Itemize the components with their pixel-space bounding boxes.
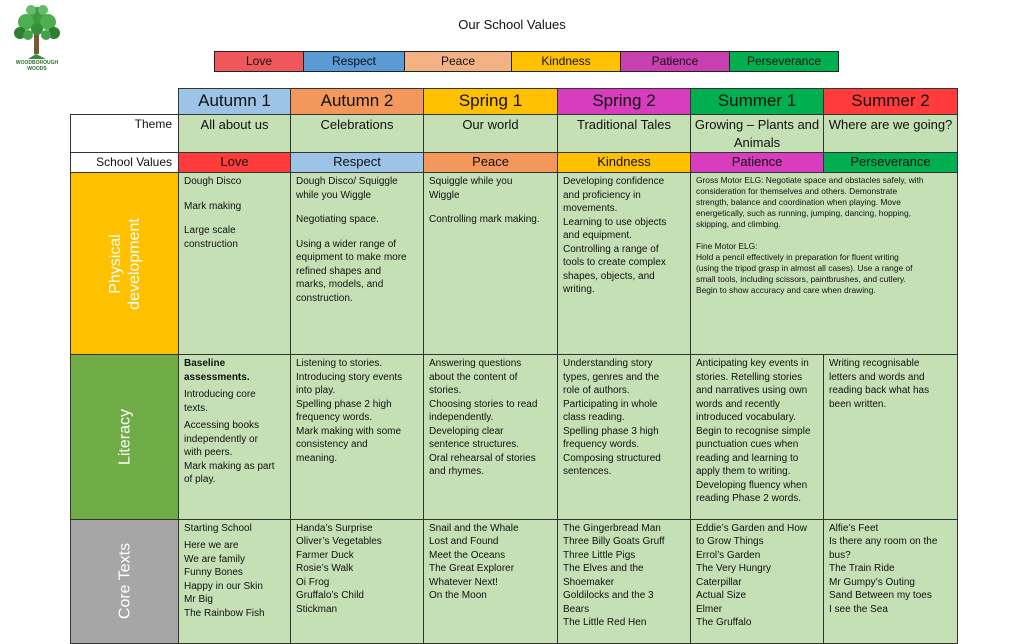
text-block: Handa’s Surprise Oliver’s Vegetables Farmer Duck Rosie’s Walk Oi Frog Gruffalo’s Child Stickman — [296, 522, 382, 615]
text-block: Here we are We are family Funny Bones Happy in our Skin Mr Big The Rainbow Fish — [184, 540, 265, 619]
text-block: Fine Motor ELG: Hold a pencil effectively in preparation for fluent writing (using the tripod grasp in almost all cases). Use a range of small tools, including scissors, paintbrushes, and cutlery. Begin to show accuracy and care when drawing. — [696, 241, 913, 295]
literacy-autumn-2 — [291, 355, 424, 520]
text-block: Answering questions about the content of stories. Choosing stories to read independently. Developing clear sentence structures. Oral rehearsal of stories and rhymes. — [429, 358, 538, 477]
term-summer-2: Summer 2 — [824, 89, 958, 115]
physical-label-cell — [71, 173, 179, 355]
term-autumn-1: Autumn 1 — [179, 89, 291, 115]
school-logo — [6, 2, 68, 76]
text-block: Developing confidence and proficiency in movements. Learning to use objects and equipment. Controlling a range of tools to create complex shapes, objects, and writing. — [563, 176, 667, 295]
physical-summer — [691, 173, 958, 355]
literacy-summer-1 — [691, 355, 824, 520]
text-block: Large scale construction — [184, 225, 238, 250]
term-autumn-2: Autumn 2 — [291, 89, 424, 115]
text-block: Introducing core texts. — [184, 389, 256, 414]
core-texts-label: Core Texts — [116, 542, 133, 620]
text-block: Writing recognisable letters and words and reading back what has been written. — [829, 358, 930, 410]
text-block: Controlling mark making. — [429, 214, 540, 225]
core-texts-row — [71, 519, 958, 643]
literacy-autumn-1 — [179, 355, 291, 520]
theme-label: Theme — [71, 115, 179, 153]
text-block: Squiggle while you Wiggle — [429, 176, 513, 201]
text-block: Negotiating space. — [296, 214, 379, 225]
theme-cell: All about us — [179, 115, 291, 153]
theme-cell: Growing – Plants and Animals — [691, 115, 824, 153]
core-texts-label-cell — [71, 519, 179, 643]
core-texts-spring-1 — [424, 519, 558, 643]
school-value-cell: Respect — [291, 153, 424, 173]
school-value-cell: Peace — [424, 153, 558, 173]
literacy-spring-1 — [424, 355, 558, 520]
literacy-summer-2 — [824, 355, 958, 520]
literacy-label-cell — [71, 355, 179, 520]
school-values-label: School Values — [71, 153, 179, 173]
value-perseverance — [730, 52, 838, 71]
text-block: Alfie’s Feet Is there any room on the bus? The Train Ride Mr Gumpy’s Outing Sand Between my toes I see the Sea — [829, 522, 938, 615]
school-value-cell: Perseverance — [824, 153, 958, 173]
value-label: Peace — [440, 54, 476, 68]
text-block: Snail and the Whale Lost and Found Meet the Oceans The Great Explorer Whatever Next! On the Moon — [429, 522, 519, 601]
text-block: Mark making — [184, 200, 242, 212]
core-texts-spring-2 — [558, 519, 691, 643]
text-block: The Gingerbread Man Three Billy Goats Gruff Three Little Pigs The Elves and the Shoemaker Goldilocks and the 3 Bears The Little Red Hen — [563, 522, 665, 628]
value-label: Perseverance — [746, 54, 822, 68]
physical-autumn-2 — [291, 173, 424, 355]
theme-cell: Our world — [424, 115, 558, 153]
value-label: Patience — [651, 54, 699, 68]
value-peace — [405, 52, 512, 71]
value-label: Kindness — [541, 54, 591, 68]
school-value-cell: Patience — [691, 153, 824, 173]
text-block: Eddie’s Garden and How to Grow Things Errol’s Garden The Very Hungry Caterpillar Actual Size Elmer The Gruffalo — [696, 522, 807, 628]
text-block: Using a wider range of equipment to make more refined shapes and marks, models, and construction. — [296, 238, 407, 304]
theme-row — [71, 115, 958, 153]
value-kindness — [512, 52, 621, 71]
physical-spring-2 — [558, 173, 691, 355]
logo-text: WOODBOROUGH WOODS — [15, 60, 59, 72]
text-block: Listening to stories. Introducing story events into play. Spelling phase 2 high frequency words. Mark making with some consistency and meaning. — [296, 358, 403, 464]
text-block: Accessing books independently or with peers. Mark making as part of play. — [184, 420, 275, 485]
value-respect — [304, 52, 405, 71]
physical-autumn-1 — [179, 173, 291, 355]
theme-cell: Traditional Tales — [558, 115, 691, 153]
term-spring-1: Spring 1 — [424, 89, 558, 115]
core-texts-autumn-2 — [291, 519, 424, 643]
physical-row — [71, 173, 958, 355]
term-header-row — [71, 89, 958, 115]
text-block: Understanding story types, genres and the role of authors. Participating in whole class reading. Spelling phase 3 high frequency words. Composing structured sentences. — [563, 358, 661, 477]
theme-cell: Celebrations — [291, 115, 424, 153]
literacy-row — [71, 355, 958, 520]
value-label: Love — [245, 54, 273, 68]
literacy-spring-2 — [558, 355, 691, 520]
core-texts-autumn-1 — [179, 519, 291, 643]
corner-cell — [71, 89, 179, 115]
physical-label: Physical development — [106, 217, 143, 310]
core-texts-summer-1 — [691, 519, 824, 643]
school-values-row — [71, 153, 958, 173]
school-value-cell: Kindness — [558, 153, 691, 173]
curriculum-table — [70, 88, 958, 644]
text-block: Dough Disco/ Squiggle while you Wiggle — [296, 176, 398, 201]
literacy-label: Literacy — [116, 408, 133, 465]
text-block: Dough Disco — [184, 176, 242, 187]
value-patience — [621, 52, 730, 71]
school-value-cell: Love — [179, 153, 291, 173]
text-block: Gross Motor ELG: Negotiate space and obstacles safely, with consideration for themselves and others. Demonstrate strength, balance and coordination when playing. Move energetically, such as running, jumping, dancing, hopping, skipping, and climbing. — [696, 175, 924, 229]
term-spring-2: Spring 2 — [558, 89, 691, 115]
text-block: Starting School — [184, 522, 252, 534]
text-block: Anticipating key events in stories. Retelling stories and narratives using own words and recently introduced vocabulary. Begin to recognise simple punctuation cues when reading and learning to apply them to writing. Developing fluency when reading Phase 2 words. — [696, 358, 811, 504]
term-summer-1: Summer 1 — [691, 89, 824, 115]
value-label: Respect — [331, 54, 377, 68]
text-block: Baseline assessments. — [184, 358, 250, 383]
values-bar — [214, 51, 839, 72]
physical-spring-1 — [424, 173, 558, 355]
core-texts-summer-2 — [824, 519, 958, 643]
value-love — [215, 52, 304, 71]
theme-cell: Where are we going? — [824, 115, 958, 153]
page-title: Our School Values — [458, 17, 566, 32]
